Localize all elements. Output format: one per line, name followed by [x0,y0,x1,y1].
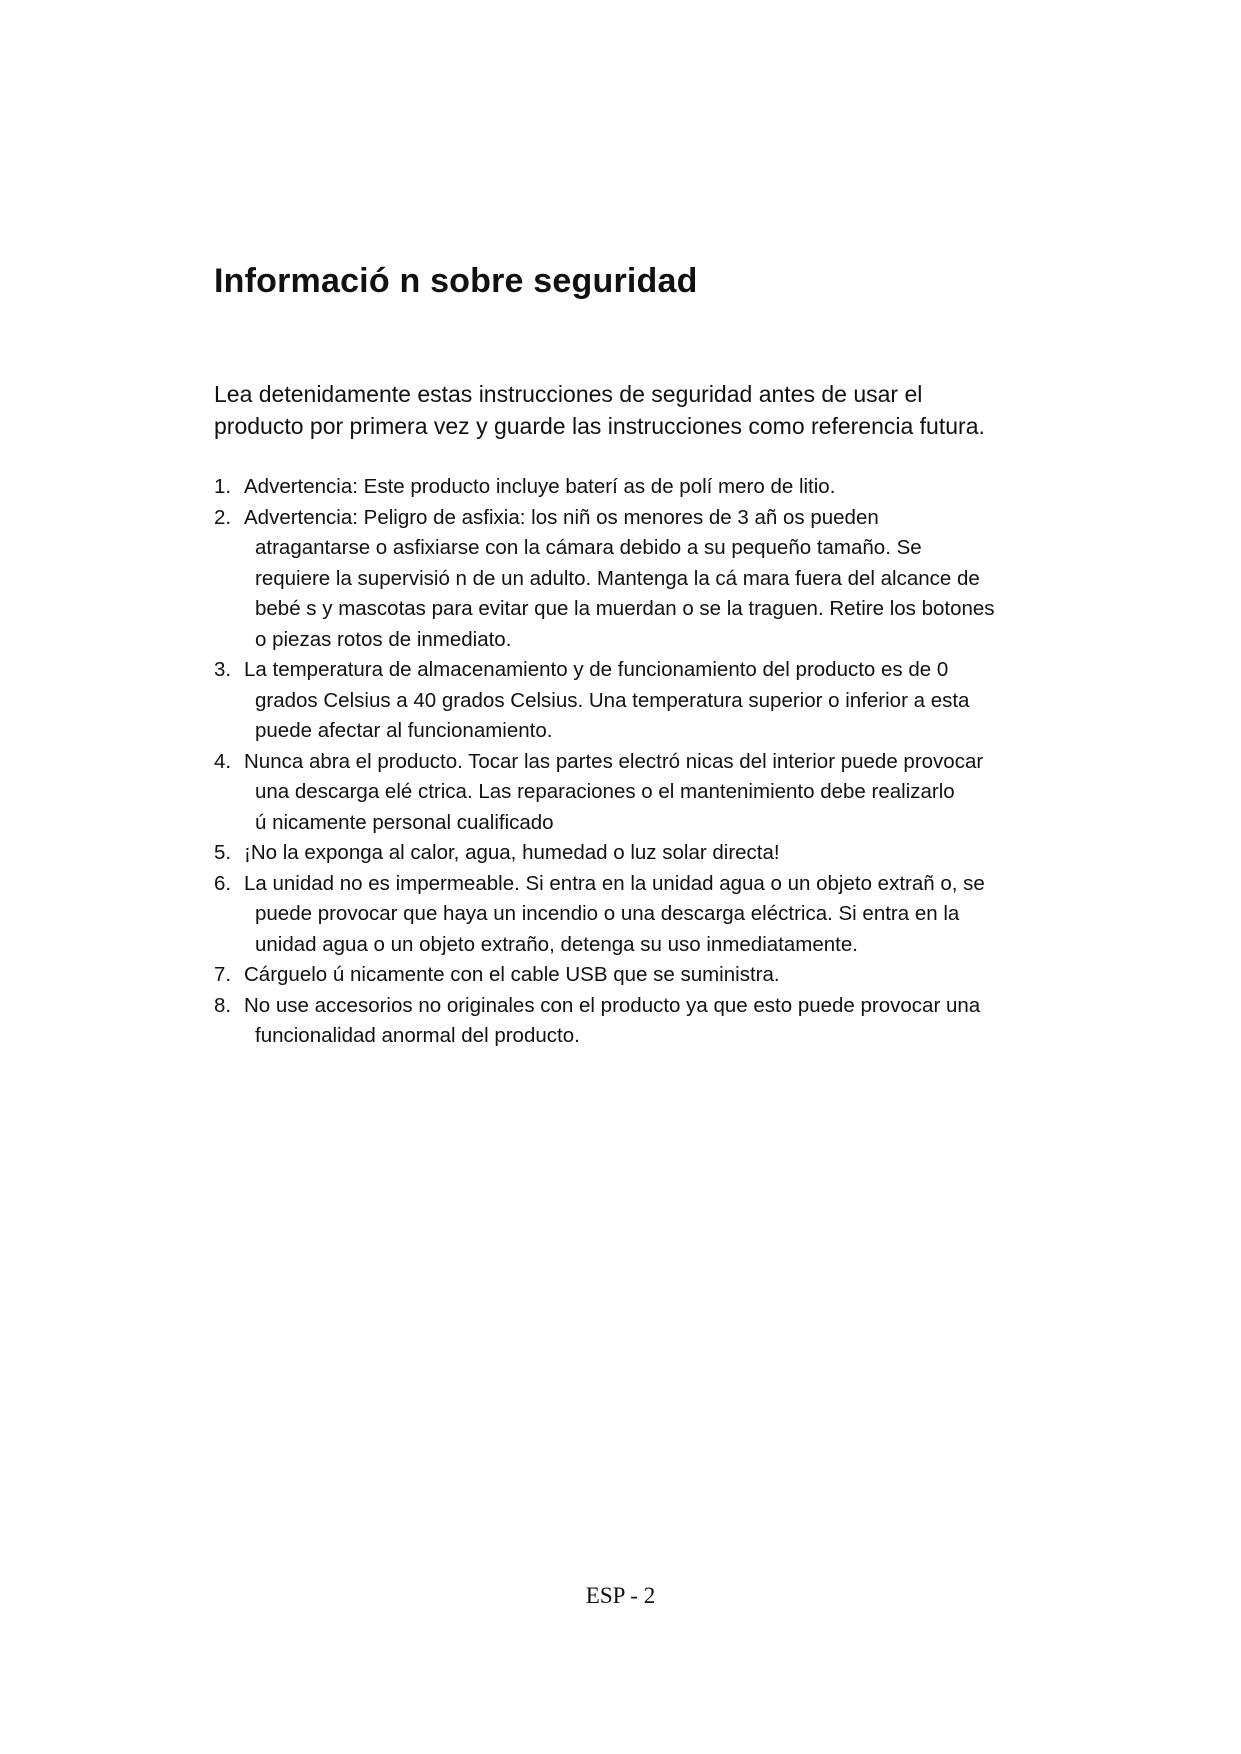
item-number: 2. [214,505,232,529]
list-item [214,472,1054,503]
list-item [214,747,1054,839]
item-line: Advertencia: Peligro de asfixia: los niñ os menores de 3 añ os pueden [244,505,879,529]
item-line: Nunca abra el producto. Tocar las partes electró nicas del interior puede provocar [244,749,984,773]
intro-line: producto por primera vez y guarde las instrucciones como referencia futura. [214,413,985,439]
item-line: grados Celsius a 40 grados Celsius. Una temperatura superior o inferior a esta [255,688,970,712]
item-line: ¡No la exponga al calor, agua, humedad o luz solar directa! [244,841,780,864]
item-line: La temperatura de almacenamiento y de funcionamiento del producto es de 0 [244,658,949,681]
item-number: 5. [214,841,232,864]
item-line: Cárguelo ú nicamente con el cable USB que se suministra. [244,963,780,986]
list-item [214,960,1054,991]
item-line: unidad agua o un objeto extraño, detenga su uso inmediatamente. [255,932,858,956]
safety-list [214,472,1054,1052]
item-line: una descarga elé ctrica. Las reparaciones o el mantenimiento debe realizarlo [255,780,955,803]
item-number: 6. [214,871,232,895]
item-line: ú nicamente personal cualificado [255,810,554,834]
item-line: Advertencia: Este producto incluye baterí as de polí mero de litio. [244,475,836,498]
page-number: ESP - 2 [585,1583,656,1608]
list-item [214,655,1054,747]
list-item [214,503,1054,656]
list-item [214,991,1054,1052]
item-line: bebé s y mascotas para evitar que la muerdan o se la traguen. Retire los botones [255,597,995,620]
item-line: puede afectar al funcionamiento. [255,719,553,742]
item-line: funcionalidad anormal del producto. [255,1024,580,1047]
item-number: 8. [214,993,232,1017]
intro-paragraph [214,378,1034,442]
list-item [214,869,1054,961]
page-title: Informació n sobre seguridad [214,262,698,300]
item-line: requiere la supervisió n de un adulto. Mantenga la cá mara fuera del alcance de [255,566,980,590]
item-number: 7. [214,963,232,986]
item-number: 4. [214,749,232,773]
item-line: La unidad no es impermeable. Si entra en la unidad agua o un objeto extrañ o, se [244,871,985,895]
item-line: puede provocar que haya un incendio o una descarga eléctrica. Si entra en la [255,902,960,925]
list-item [214,838,1054,869]
item-line: atragantarse o asfixiarse con la cámara debido a su pequeño tamaño. Se [255,536,922,559]
item-line: No use accesorios no originales con el producto ya que esto puede provocar una [244,993,981,1017]
intro-line: Lea detenidamente estas instrucciones de seguridad antes de usar el [214,381,923,407]
item-line: o piezas rotos de inmediato. [255,627,512,651]
item-number: 3. [214,658,232,681]
item-number: 1. [214,475,232,498]
